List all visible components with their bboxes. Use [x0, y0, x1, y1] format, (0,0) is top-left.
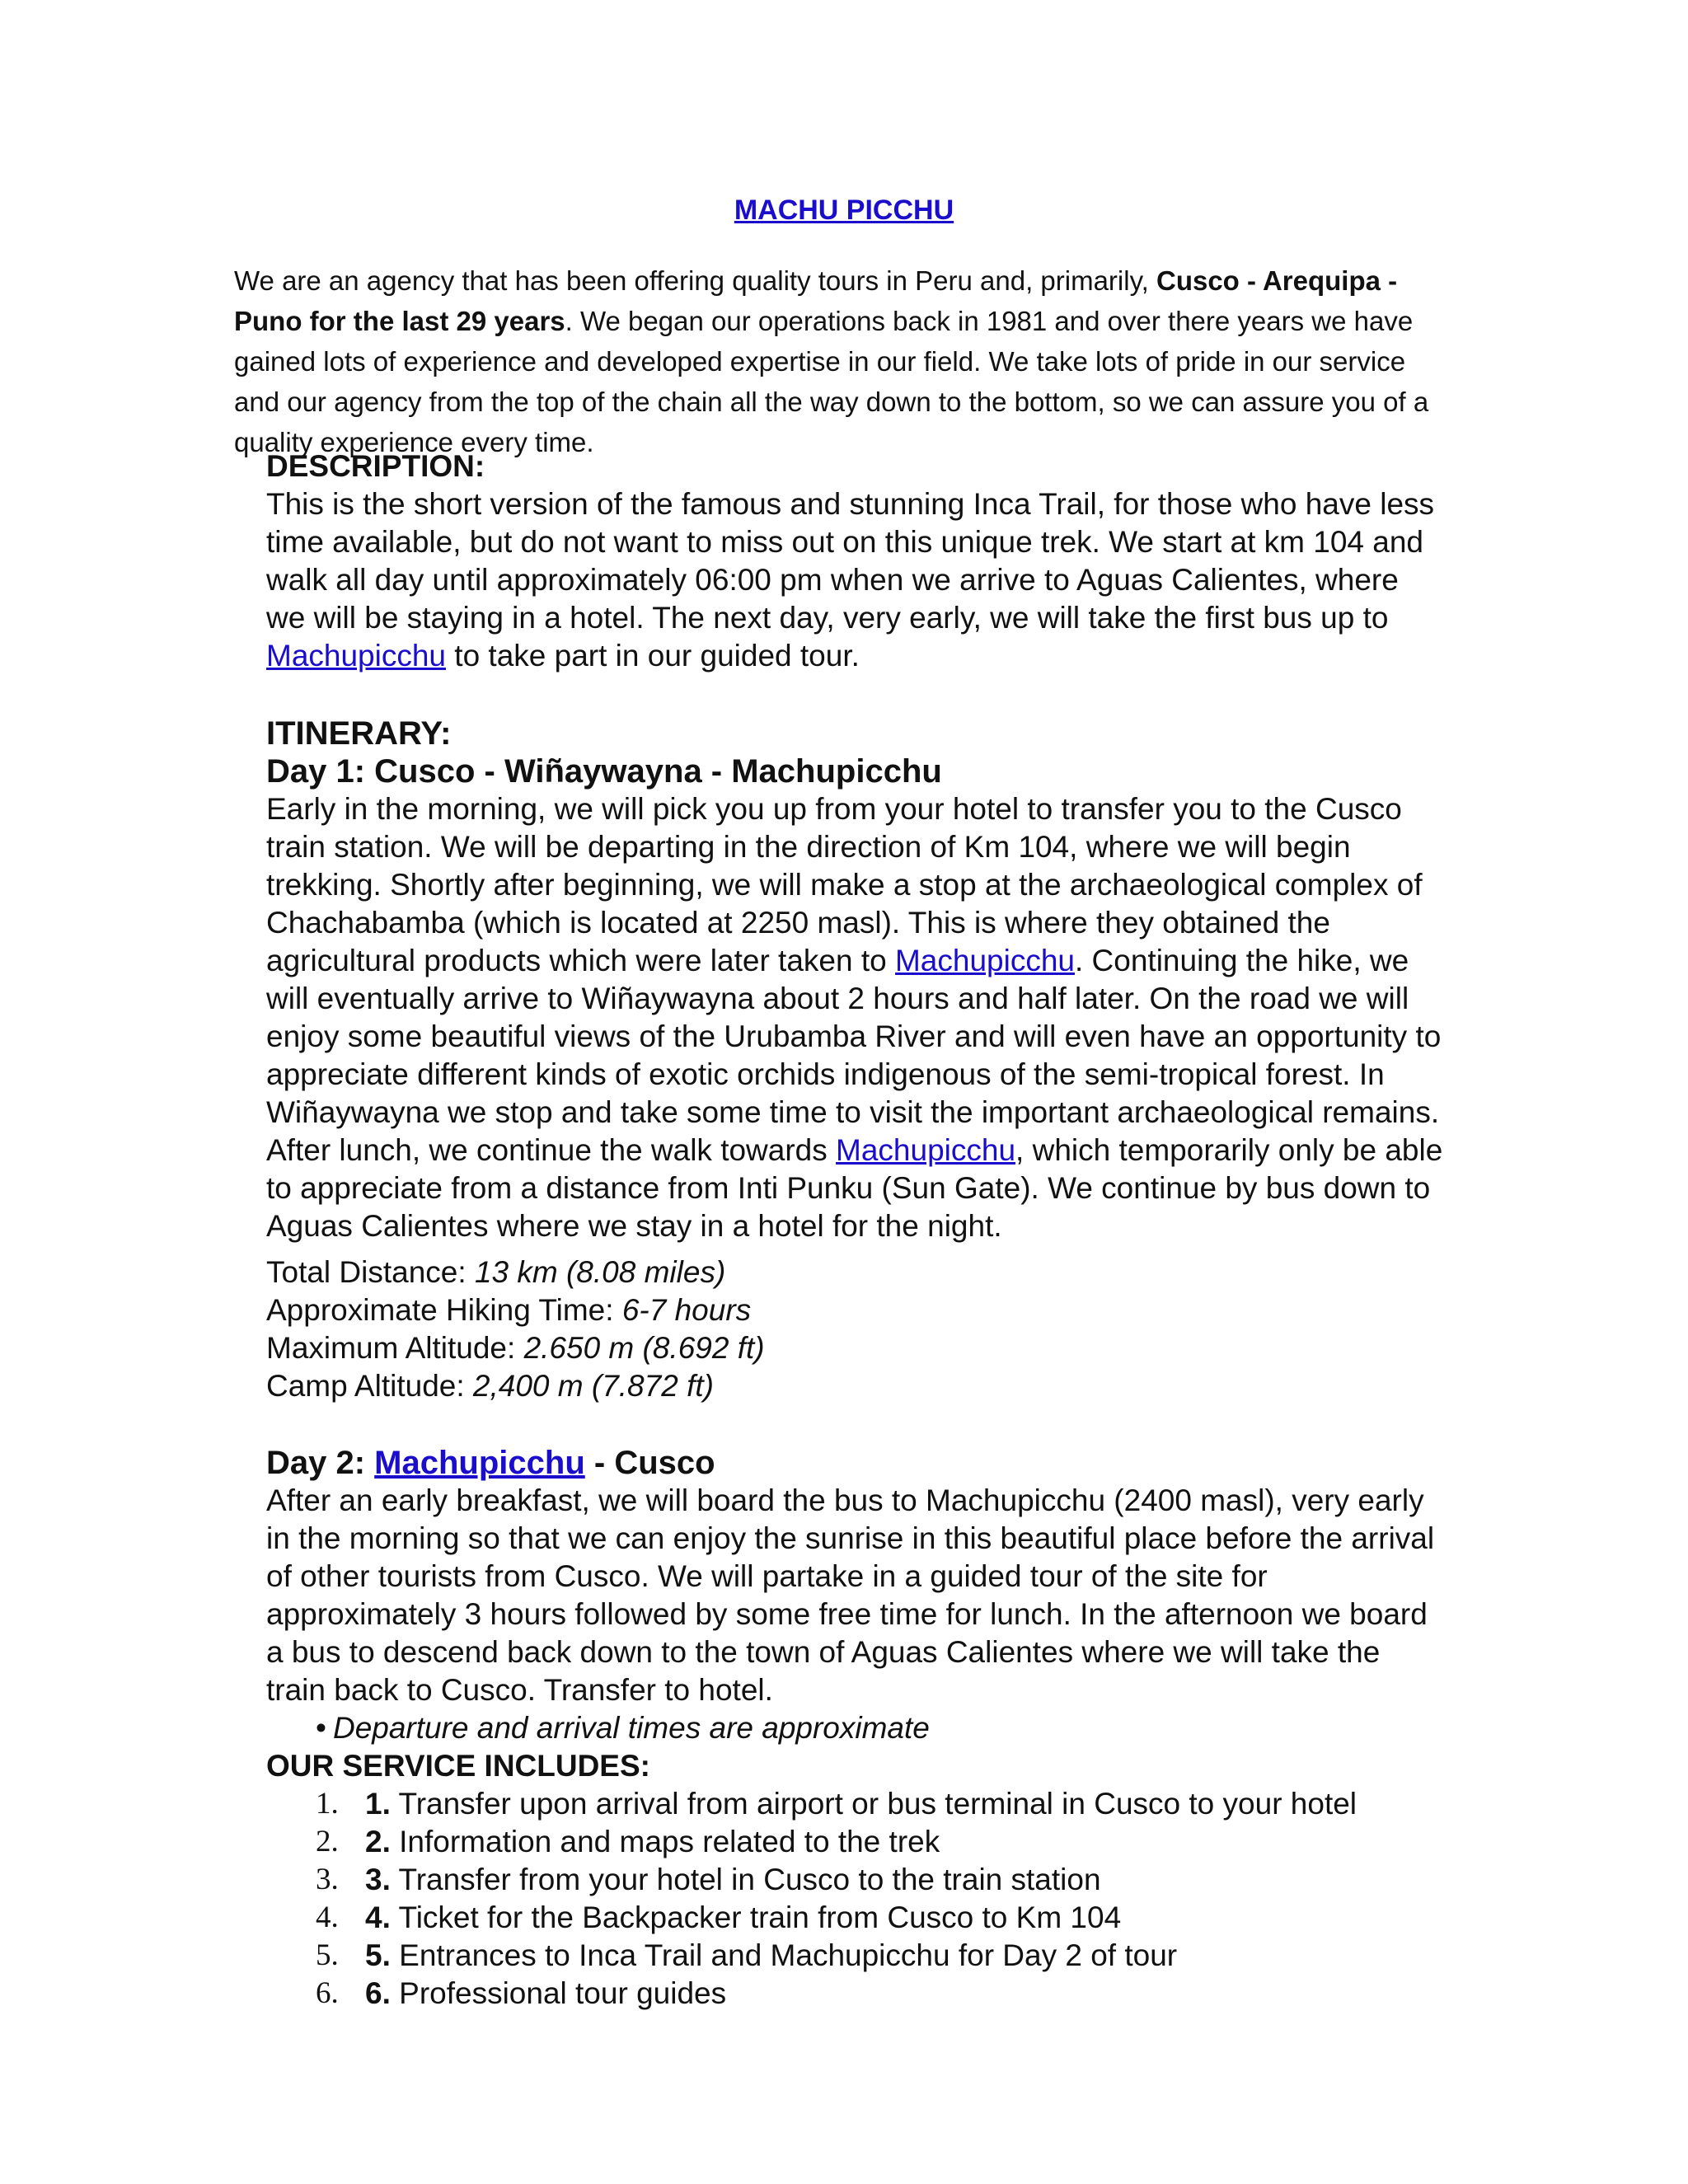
day2-prefix: Day 2: [266, 1445, 375, 1481]
trek-stats [266, 1254, 1445, 1405]
itinerary-section [266, 715, 1445, 1245]
stat-label: Camp Altitude: [266, 1369, 473, 1403]
list-item-text: Entrances to Inca Trail and Machupicchu for Day 2 of tour [390, 1938, 1178, 1972]
description-heading: DESCRIPTION: [266, 449, 485, 483]
description-text [266, 485, 1445, 675]
day1-text-1: Early in the morning, we will pick you up from your hotel to transfer you to the Cusco train station. We will be departing in the direction of Km 104, where we will begin trekking. Shortly after beginning, we will make a stop at the archaeological complex of Chachabamba (which is located at 2250 masl). This is where they obtained the agricultural products which were later taken to [266, 792, 1423, 977]
list-item [266, 1861, 1445, 1899]
bullet-icon: • [316, 1711, 326, 1745]
title-link[interactable]: MACHU PICCHU [734, 194, 954, 226]
description-text-2: to take part in our guided tour. [446, 639, 860, 673]
day2-suffix: - Cusco [584, 1445, 715, 1481]
list-item-text: Information and maps related to the trek [390, 1825, 940, 1858]
list-item [266, 1785, 1445, 1823]
list-bold-number: 2. [365, 1825, 391, 1858]
stat-hiking-time [266, 1291, 1445, 1329]
day1-text-2: . Continuing the hike, we will eventually arrive to Wiñaywayna about 2 hours and half later. On the road we will enjoy some beautiful views of the Urubamba River and will even have an opportunity to appreciate different kinds of exotic orchids indigenous of the semi-tropical forest. In Wiñaywayna we stop and take some time to visit the important archaeological remains. After lunch, we continue the walk towards [266, 944, 1442, 1167]
list-item [266, 1975, 1445, 2013]
includes-list [266, 1785, 1445, 2013]
day2-section [266, 1444, 1445, 2013]
list-item [266, 1899, 1445, 1937]
intro-bold: Cusco - Arequipa - Puno for the last 29 years [234, 265, 1398, 336]
list-number: 3. [316, 1863, 339, 1896]
machupicchu-link[interactable]: Machupicchu [266, 639, 447, 673]
stat-value: 6-7 hours [621, 1293, 752, 1327]
list-bold-number: 6. [365, 1976, 391, 2010]
departure-note-text: Departure and arrival times are approximate [332, 1711, 930, 1745]
day2-text: After an early breakfast, we will board the bus to Machupicchu (2400 masl), very early in the morning so that we can enjoy the sunrise in this beautiful place before the arrival of other tourists from Cusco. We will partake in a guided tour of the site for approximately 3 hours followed by some free time for lunch. In the afternoon we board a bus to descend back down to the town of Aguas Calientes where we will take the train back to Cusco. Transfer to hotel. [266, 1483, 1435, 1707]
list-bold-number: 5. [365, 1938, 391, 1972]
list-number: 1. [316, 1787, 339, 1821]
list-bold-number: 4. [365, 1900, 391, 1934]
stat-value: 2,400 m (7.872 ft) [472, 1369, 714, 1403]
list-bold-number: 3. [365, 1863, 391, 1896]
day2-heading [266, 1444, 1445, 1482]
list-number: 5. [316, 1938, 339, 1972]
list-number: 4. [316, 1900, 339, 1934]
day1-text-3: , which temporarily only be able to appreciate from a distance from Inti Punku (Sun Gate). We continue by bus down to Aguas Calientes where we stay in a hotel for the night. [266, 1133, 1443, 1243]
stat-label: Approximate Hiking Time: [266, 1293, 622, 1327]
day1-heading: Day 1: Cusco - Wiñaywayna - Machupicchu [266, 753, 942, 790]
stat-value: 13 km (8.08 miles) [474, 1255, 726, 1289]
day1-text [266, 790, 1445, 1245]
page-title [0, 194, 1688, 227]
stat-label: Maximum Altitude: [266, 1331, 524, 1365]
list-item-text: Transfer from your hotel in Cusco to the train station [390, 1863, 1101, 1896]
intro-paragraph [234, 260, 1446, 462]
departure-note [266, 1709, 1445, 1747]
list-number: 6. [316, 1976, 339, 2010]
list-item-text: Transfer upon arrival from airport or bus terminal in Cusco to your hotel [390, 1787, 1357, 1821]
includes-heading: OUR SERVICE INCLUDES: [266, 1749, 650, 1783]
machupicchu-link[interactable]: Machupicchu [894, 944, 1075, 977]
list-item-text: Professional tour guides [390, 1976, 727, 2010]
intro-text-1: We are an agency that has been offering quality tours in Peru and, primarily, [234, 265, 1156, 296]
itinerary-heading: ITINERARY: [266, 715, 452, 752]
list-item [266, 1823, 1445, 1861]
stat-total-distance [266, 1254, 1445, 1291]
description-section [266, 448, 1445, 675]
stat-value: 2.650 m (8.692 ft) [523, 1331, 765, 1365]
machupicchu-link[interactable]: Machupicchu [836, 1133, 1016, 1167]
intro-text-2: . We began our operations back in 1981 and over there years we have gained lots of experience and developed expertise in our field. We take lots of pride in our service and our agency from the top of the chain all the way down to the bottom, so we can assure you of a quality experience every time. [234, 306, 1429, 457]
list-number: 2. [316, 1825, 339, 1858]
stat-label: Total Distance: [266, 1255, 475, 1289]
stat-max-altitude [266, 1329, 1445, 1367]
machupicchu-link[interactable]: Machupicchu [374, 1445, 585, 1481]
description-text-1: This is the short version of the famous and stunning Inca Trail, for those who have less time available, but do not want to miss out on this unique trek. We start at km 104 and walk all day until approximately 06:00 pm when we arrive to Aguas Calientes, where we will be staying in a hotel. The next day, very early, we will take the first bus up to [266, 487, 1435, 635]
list-item-text: Ticket for the Backpacker train from Cusco to Km 104 [390, 1900, 1122, 1934]
stat-camp-altitude [266, 1367, 1445, 1405]
list-item [266, 1937, 1445, 1975]
list-bold-number: 1. [365, 1787, 391, 1821]
